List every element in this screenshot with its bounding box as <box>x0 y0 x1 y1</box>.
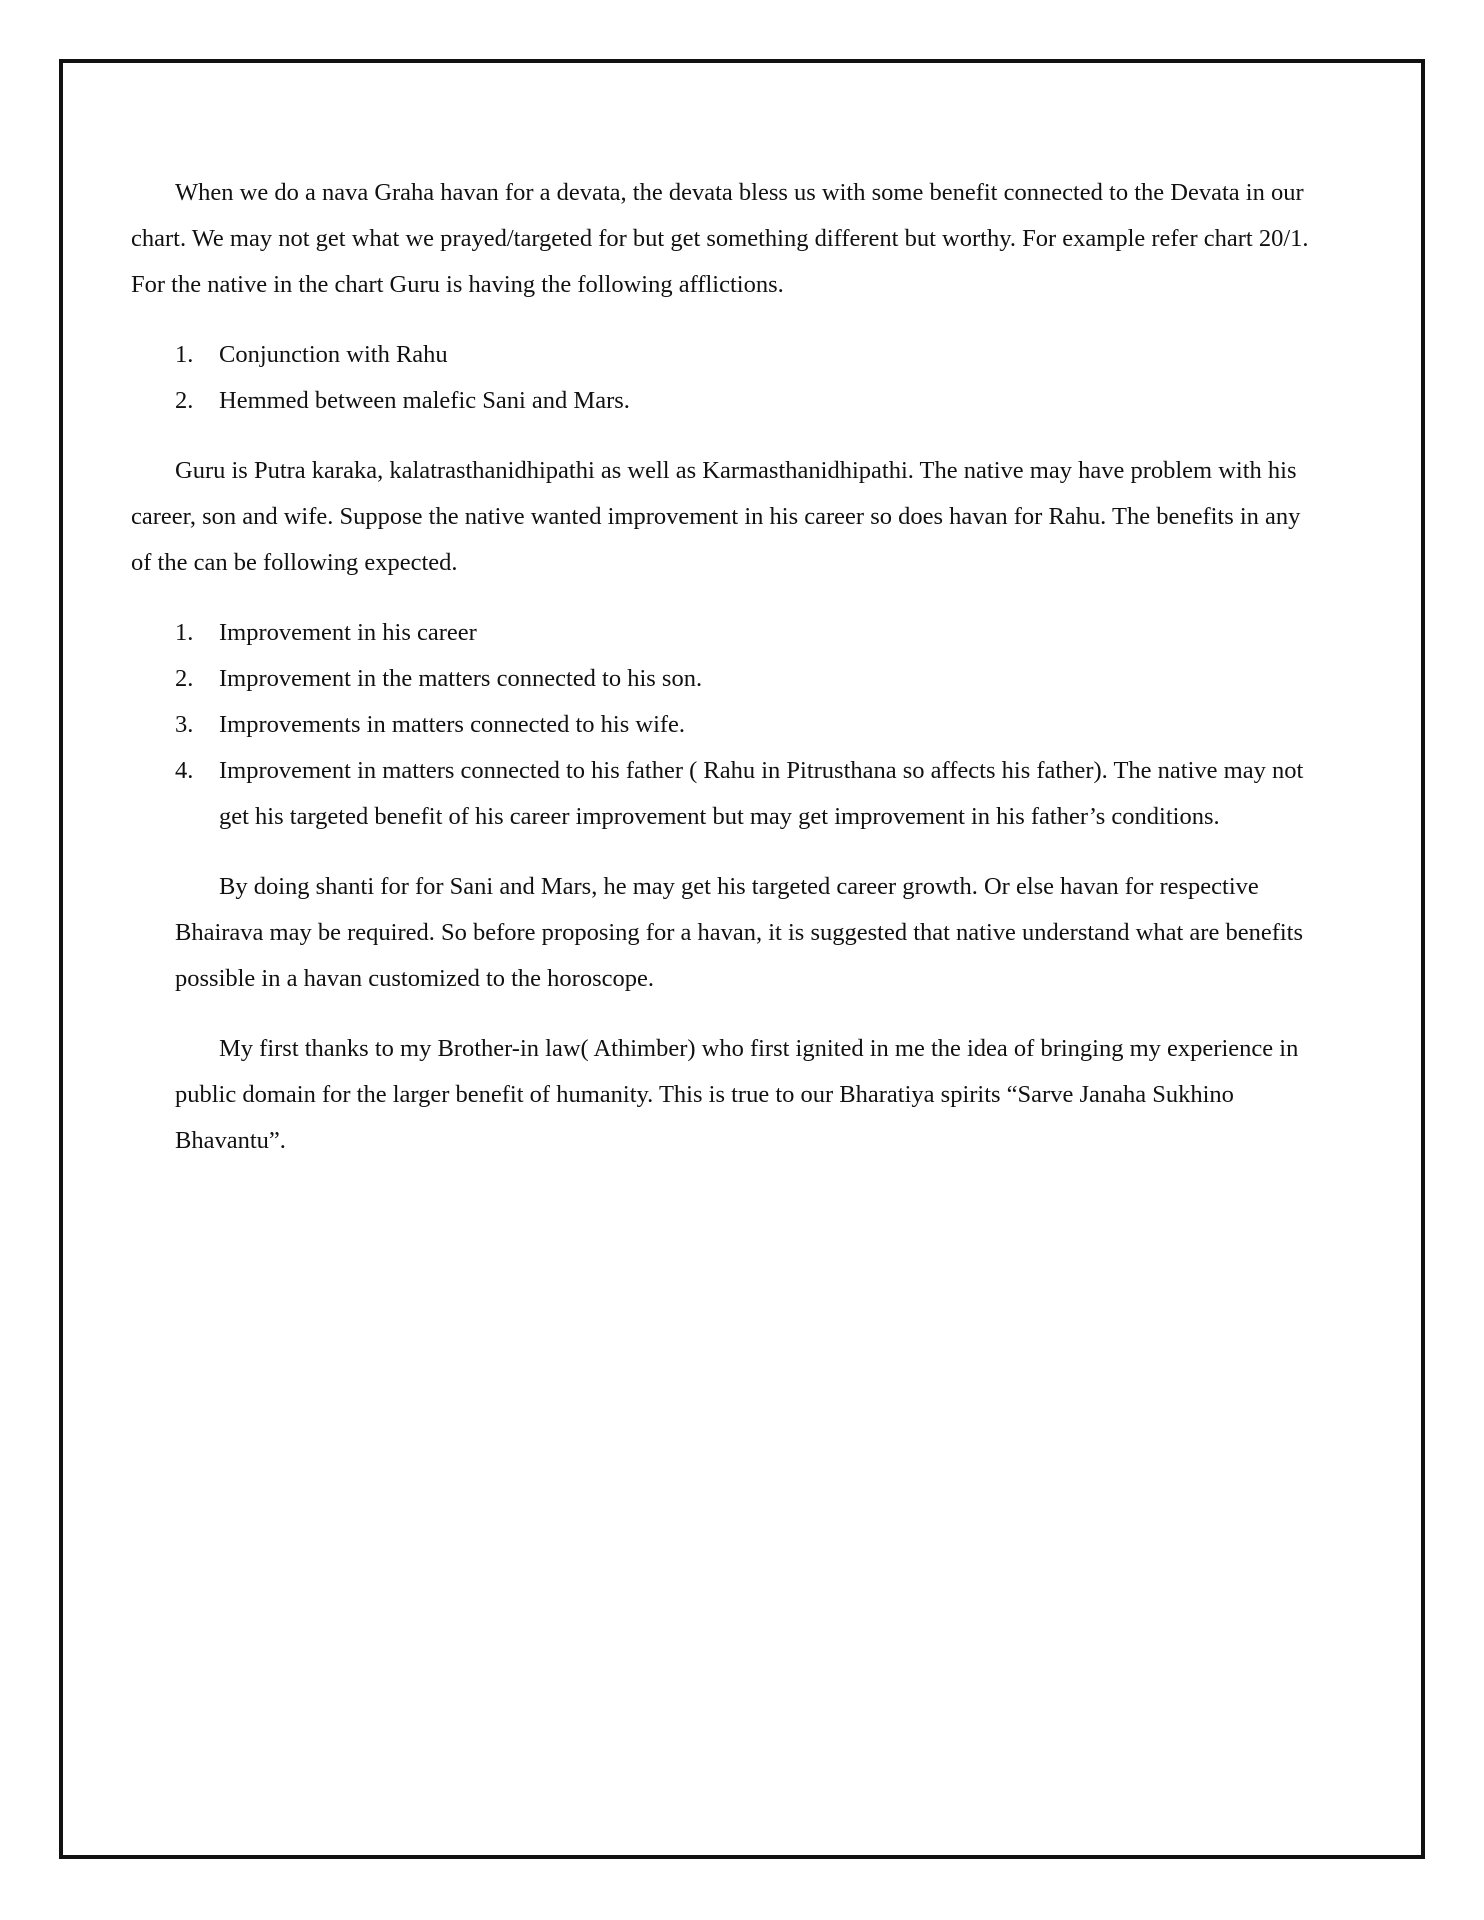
list-item-number: 1. <box>175 619 194 646</box>
list-item-text: Hemmed between malefic Sani and Mars. <box>219 387 630 414</box>
paragraph-shanti: By doing shanti for for Sani and Mars, he may get his targeted career growth. Or else havan for respective Bhairava may be required. So before proposing for a havan, it is suggested that native understand what are benefits possible in a havan customized to the horoscope. <box>175 873 1304 992</box>
benefits-list <box>131 610 1311 840</box>
list-item-number: 2. <box>175 665 194 692</box>
list-item <box>131 378 1311 424</box>
list-item-number: 1. <box>175 341 194 368</box>
paragraph-thanks: My first thanks to my Brother-in law( Athimber) who first ignited in me the idea of bringing my experience in public domain for the larger benefit of humanity. This is true to our Bharatiya spirits “Sarve Janaha Sukhino Bhavantu”. <box>175 1035 1299 1154</box>
paragraph-havan-intro: When we do a nava Graha havan for a devata, the devata bless us with some benefit connected to the Devata in our chart. We may not get what we prayed/targeted for but get something different but worthy. For example refer chart 20/1. For the native in the chart Guru is having the following afflictions. <box>131 179 1309 298</box>
list-item-text: Conjunction with Rahu <box>219 341 448 368</box>
paragraph-guru-karaka: Guru is Putra karaka, kalatrasthanidhipathi as well as Karmasthanidhipathi. The native may have problem with his career, son and wife. Suppose the native wanted improvement in his career so does havan for Rahu. The benefits in any of the can be following expected. <box>131 457 1301 576</box>
document-body <box>131 170 1311 1188</box>
list-item <box>131 610 1311 656</box>
list-item <box>131 748 1311 840</box>
afflictions-list <box>131 332 1311 424</box>
list-item-number: 4. <box>175 757 194 784</box>
list-item <box>131 332 1311 378</box>
list-item-text: Improvement in his career <box>219 619 477 646</box>
list-item <box>131 702 1311 748</box>
list-item-text: Improvement in the matters connected to his son. <box>219 665 703 692</box>
list-item-text: Improvement in matters connected to his father ( Rahu in Pitrusthana so affects his father). The native may not get his targeted benefit of his career improvement but may get improvement in his father’s conditions. <box>219 757 1304 830</box>
list-item-number: 3. <box>175 711 194 738</box>
list-item-number: 2. <box>175 387 194 414</box>
list-item <box>131 656 1311 702</box>
list-item-text: Improvements in matters connected to his wife. <box>219 711 686 738</box>
